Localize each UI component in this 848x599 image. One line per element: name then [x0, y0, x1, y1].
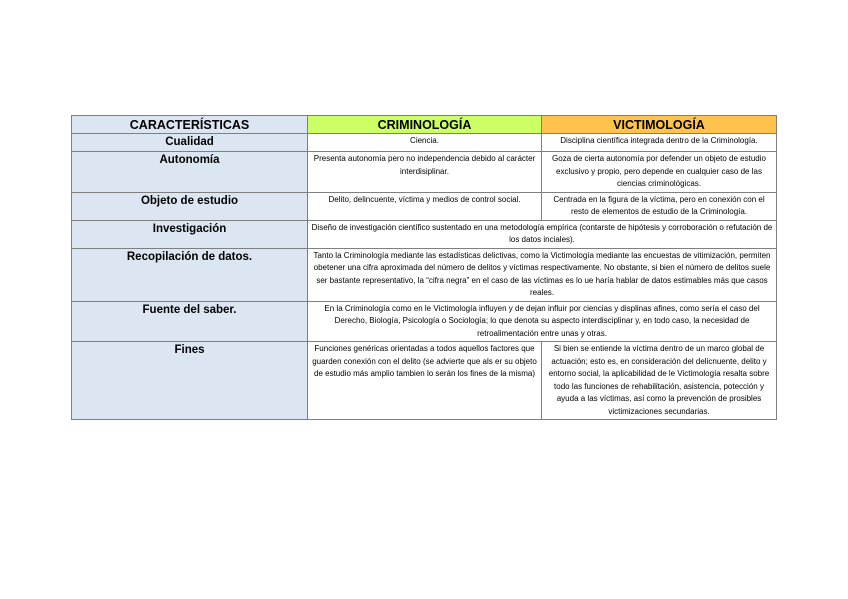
row-recopilacion — [72, 248, 777, 301]
row-objeto — [72, 192, 777, 220]
cell-objeto-victimologia: Centrada en la figura de la víctima, pero en conexión con el resto de elementos de estudio de la Criminología. — [542, 192, 777, 220]
comparison-table — [71, 115, 777, 420]
cell-fuente-shared: En la Criminología como en le Victimología influyen y de dejan influir por ciencias y displinas afines, como sería el caso del Derecho, Biología, Psicología o Sociología; lo que denota su aspecto interdisciplinar y, en todo caso, la necesidad de retroalimentación entre unas y otras. — [308, 301, 777, 342]
row-label-fines: Fines — [72, 342, 308, 420]
row-fines — [72, 342, 777, 420]
cell-objeto-criminologia: Delito, delincuente, víctima y medios de control social. — [308, 192, 542, 220]
cell-autonomia-victimologia: Goza de cierta autonomía por defender un objeto de estudio exclusivo y propio, pero depende en cualquier caso de las ciencias criminológicas. — [542, 152, 777, 193]
cell-autonomia-criminologia: Presenta autonomía pero no independencia debido al carácter interdisiplinar. — [308, 152, 542, 193]
row-label-autonomia: Autonomía — [72, 152, 308, 193]
cell-cualidad-victimologia: Disciplina científica integrada dentro de la Criminología. — [542, 134, 777, 152]
row-label-investigacion: Investigación — [72, 220, 308, 248]
row-label-fuente: Fuente del saber. — [72, 301, 308, 342]
row-label-objeto: Objeto de estudio — [72, 192, 308, 220]
header-row — [72, 116, 777, 134]
row-label-cualidad: Cualidad — [72, 134, 308, 152]
cell-investigacion-shared: Diseño de investigación científico sustentado en una metodología empírica (contarste de hipótesis y corroboración o refutación de los datos inciales). — [308, 220, 777, 248]
header-caracteristicas: CARACTERÍSTICAS — [72, 116, 308, 134]
cell-fines-victimologia: Si bien se entiende la víctima dentro de un marco global de actuación; esto es, en consideración del delicnuente, delito y entorno social, la aplicabilidad de le Victimología resalta sobre todo las funciones de rehabilitación, asistencia, potección y ayuda a las víctimas, así como la prevención de prosibles victimizaciones secundarias. — [542, 342, 777, 420]
row-label-recopilacion: Recopilación de datos. — [72, 248, 308, 301]
row-autonomia — [72, 152, 777, 193]
cell-fines-criminologia: Funciones genéricas orientadas a todos aquellos factores que guarden conexión con el delito (se advierte que als er su objeto de estudio más amplio tambien lo serán los fines de la misma) — [308, 342, 542, 420]
row-cualidad — [72, 134, 777, 152]
cell-recopilacion-shared: Tanto la Criminología mediante las estadísticas delictivas, como la Victimología mediante las encuestas de vitimización, permiten obetener una cifra aproximada del número de delitos y víctimas respectivamente. No obstante, si bien el número de delitos suele ser bastante representativo, la “cifra negra” en el caso de las víctimas es lo ue haría hablar de datos estimables más que casos reales. — [308, 248, 777, 301]
row-investigacion — [72, 220, 777, 248]
cell-cualidad-criminologia: Ciencia. — [308, 134, 542, 152]
header-victimologia: VICTIMOLOGÍA — [542, 116, 777, 134]
header-criminologia: CRIMINOLOGÍA — [308, 116, 542, 134]
row-fuente — [72, 301, 777, 342]
